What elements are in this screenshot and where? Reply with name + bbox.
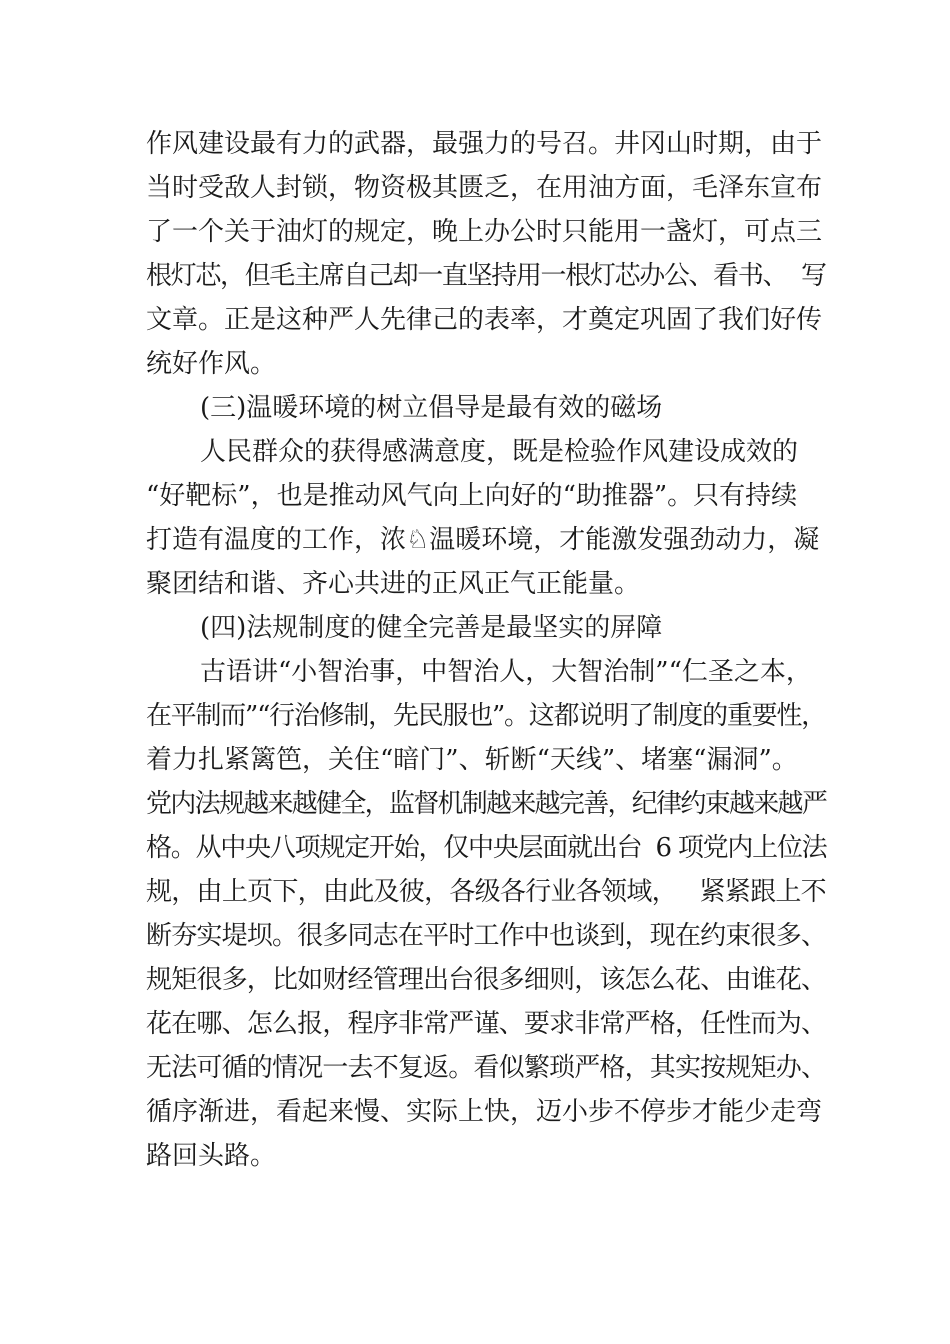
text-line: 作风建设最有力的武器，最强力的号召。井冈山时期，由于 (146, 129, 823, 159)
text-line: 文章。正是这种严人先律己的表率，才奠定巩固了我们好传 (146, 305, 823, 335)
text-line: 聚团结和谐、齐心共进的正风正气正能量。 (146, 569, 641, 599)
text-line: 党内法规越来越健全，监督机制越来越完善，纪律约束越来越严 (146, 789, 827, 819)
text-line: 无法可循的情况一去不复返。看似繁琐严格，其实按规矩办、 (146, 1053, 827, 1083)
text-line: 了一个关于油灯的规定，晚上办公时只能用一盏灯，可点三 (146, 217, 823, 247)
text-line: 古语讲“小智治事，中智治人，大智治制”“仁圣之本， (200, 657, 812, 687)
text-line: 循序渐进，看起来慢、实际上快，迈小步不停步才能少走弯 (146, 1097, 823, 1127)
text-line: 人民群众的获得感满意度，既是检验作风建设成效的 (200, 437, 799, 467)
text-line: 当时受敌人封锁，物资极其匮乏，在用油方面，毛泽东宣布 (146, 173, 823, 203)
text-line: 规矩很多，比如财经管理出台很多细则，该怎么花、由谁花、 (146, 965, 827, 995)
text-line: “好靶标”，也是推动风气向上向好的“助推器”。只有持续 (146, 481, 798, 511)
text-line: 规，由上页下，由此及彼，各级各行业各领域， 紧紧跟上不 (146, 877, 826, 907)
text-line: 统好作风。 (146, 349, 277, 379)
text-line: 在平制而”“行治修制，先民服也”。这都说明了制度的重要性， (146, 701, 826, 731)
text-line: 断夯实堤坝。很多同志在平时工作中也谈到，现在约束很多、 (146, 921, 827, 951)
document-body (146, 122, 826, 1178)
text-line: (三)温暖环境的树立倡导是最有效的磁场 (200, 393, 663, 423)
text-line: 格。从中央八项规定开始，仅中央层面就出台 6 项党内上位法 (146, 833, 827, 863)
text-line: 着力扎紧篱笆，关住“暗门”、斩断“天线”、堵塞“漏洞”。 (146, 745, 798, 775)
text-line: (四)法规制度的健全完善是最坚实的屏障 (200, 613, 663, 643)
text-line: 打造有温度的工作，浓♘温暖环境，才能激发强劲动力，凝 (146, 525, 820, 555)
text-line: 路回头路。 (146, 1141, 277, 1171)
text-line: 花在哪、怎么报，程序非常严谨、要求非常严格，任性而为、 (146, 1009, 827, 1039)
text-line: 根灯芯，但毛主席自己却一直坚持用一根灯芯办公、看书、 写 (146, 261, 826, 291)
